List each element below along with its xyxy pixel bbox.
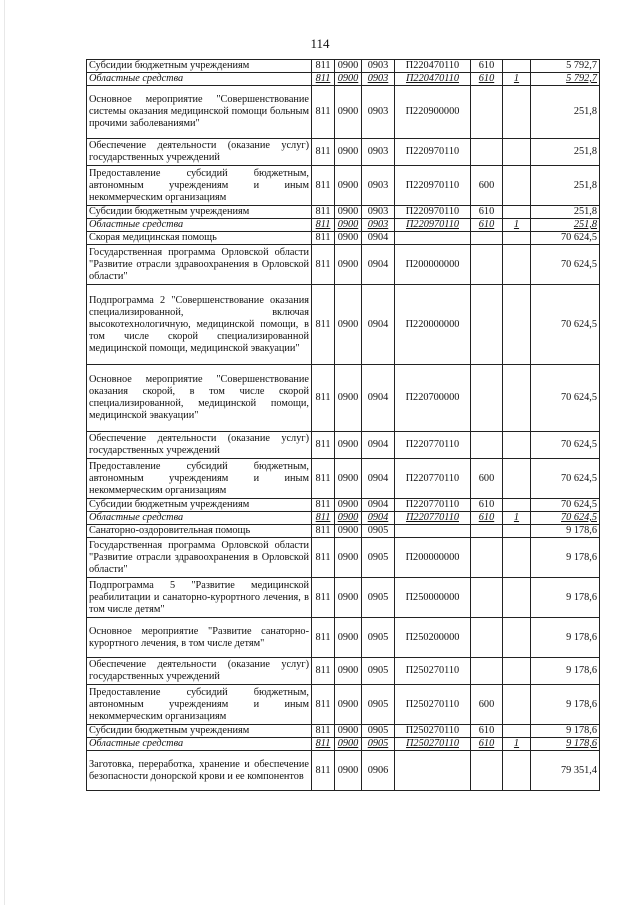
- section-code-cell: 0900: [335, 139, 362, 166]
- subsection-code-cell: 0904: [362, 232, 395, 245]
- amount-cell: 9 178,6: [531, 658, 600, 685]
- section-code-cell: 0900: [335, 512, 362, 525]
- expense-type-cell: [471, 432, 503, 459]
- grbs-code-cell: 811: [312, 285, 335, 365]
- expense-type-cell: [471, 618, 503, 658]
- target-article-cell: П220470110: [395, 60, 471, 73]
- grbs-code-cell: 811: [312, 499, 335, 512]
- grbs-code-cell: 811: [312, 232, 335, 245]
- expense-type-cell: 610: [471, 512, 503, 525]
- expense-type-cell: [471, 751, 503, 791]
- section-code-cell: 0900: [335, 618, 362, 658]
- source-code-cell: [503, 725, 531, 738]
- amount-cell: 5 792,7: [531, 60, 600, 73]
- amount-cell: 9 178,6: [531, 525, 600, 538]
- amount-cell: 70 624,5: [531, 499, 600, 512]
- source-code-cell: [503, 658, 531, 685]
- target-article-cell: [395, 232, 471, 245]
- row-name-cell: Скорая медицинская помощь: [87, 232, 312, 245]
- target-article-cell: П250270110: [395, 658, 471, 685]
- amount-cell: 9 178,6: [531, 618, 600, 658]
- subsection-code-cell: 0905: [362, 538, 395, 578]
- section-code-cell: 0900: [335, 538, 362, 578]
- expense-type-cell: [471, 365, 503, 432]
- section-code-cell: 0900: [335, 365, 362, 432]
- amount-cell: 70 624,5: [531, 365, 600, 432]
- target-article-cell: П220900000: [395, 86, 471, 139]
- expense-type-cell: 600: [471, 166, 503, 206]
- grbs-code-cell: 811: [312, 432, 335, 459]
- section-code-cell: 0900: [335, 751, 362, 791]
- table-row: [87, 538, 600, 578]
- row-name-cell: Предоставление субсидий бюджетным, автономным учреждениям и иным некоммерческим организациям: [87, 459, 312, 499]
- section-code-cell: 0900: [335, 73, 362, 86]
- table-row: [87, 166, 600, 206]
- target-article-cell: П220470110: [395, 73, 471, 86]
- subsection-code-cell: 0905: [362, 658, 395, 685]
- subsection-code-cell: 0904: [362, 365, 395, 432]
- row-name-cell: Обеспечение деятельности (оказание услуг) государственных учреждений: [87, 139, 312, 166]
- table-row: [87, 232, 600, 245]
- source-code-cell: [503, 365, 531, 432]
- subsection-code-cell: 0903: [362, 166, 395, 206]
- grbs-code-cell: 811: [312, 685, 335, 725]
- table-row: [87, 139, 600, 166]
- grbs-code-cell: 811: [312, 166, 335, 206]
- subsection-code-cell: 0905: [362, 618, 395, 658]
- table-row: [87, 245, 600, 285]
- source-code-cell: 1: [503, 219, 531, 232]
- table-row: [87, 738, 600, 751]
- source-code-cell: 1: [503, 73, 531, 86]
- row-name-cell: Заготовка, переработка, хранение и обеспечение безопасности донорской крови и ее компонентов: [87, 751, 312, 791]
- expense-type-cell: 610: [471, 725, 503, 738]
- source-code-cell: [503, 538, 531, 578]
- amount-cell: 9 178,6: [531, 578, 600, 618]
- row-name-cell: Субсидии бюджетным учреждениям: [87, 206, 312, 219]
- target-article-cell: П250200000: [395, 618, 471, 658]
- table-row: [87, 685, 600, 725]
- row-name-cell: Областные средства: [87, 219, 312, 232]
- subsection-code-cell: 0903: [362, 206, 395, 219]
- table-row: [87, 578, 600, 618]
- scan-edge-line: [4, 0, 5, 905]
- amount-cell: 9 178,6: [531, 538, 600, 578]
- target-article-cell: П200000000: [395, 538, 471, 578]
- budget-table-body: [87, 60, 600, 791]
- table-row: [87, 60, 600, 73]
- target-article-cell: П220970110: [395, 166, 471, 206]
- table-row: [87, 525, 600, 538]
- section-code-cell: 0900: [335, 658, 362, 685]
- target-article-cell: П220970110: [395, 139, 471, 166]
- table-row: [87, 512, 600, 525]
- target-article-cell: [395, 751, 471, 791]
- subsection-code-cell: 0904: [362, 432, 395, 459]
- subsection-code-cell: 0904: [362, 285, 395, 365]
- source-code-cell: [503, 525, 531, 538]
- section-code-cell: 0900: [335, 738, 362, 751]
- grbs-code-cell: 811: [312, 618, 335, 658]
- row-name-cell: Областные средства: [87, 512, 312, 525]
- amount-cell: 251,8: [531, 219, 600, 232]
- subsection-code-cell: 0904: [362, 499, 395, 512]
- grbs-code-cell: 811: [312, 738, 335, 751]
- table-row: [87, 618, 600, 658]
- amount-cell: 251,8: [531, 206, 600, 219]
- expense-type-cell: 610: [471, 73, 503, 86]
- subsection-code-cell: 0903: [362, 73, 395, 86]
- subsection-code-cell: 0903: [362, 219, 395, 232]
- target-article-cell: П220970110: [395, 219, 471, 232]
- row-name-cell: Государственная программа Орловской области "Развитие отрасли здравоохранения в Орловской области": [87, 538, 312, 578]
- row-name-cell: Подпрограмма 2 "Совершенствование оказания специализированной, включая высокотехнологичную, медицинской помощи, в том числе скорой специализированной медицинской помощи, медицинской эвакуации": [87, 285, 312, 365]
- grbs-code-cell: 811: [312, 725, 335, 738]
- section-code-cell: 0900: [335, 219, 362, 232]
- source-code-cell: [503, 285, 531, 365]
- expense-type-cell: [471, 525, 503, 538]
- source-code-cell: 1: [503, 512, 531, 525]
- source-code-cell: [503, 245, 531, 285]
- grbs-code-cell: 811: [312, 86, 335, 139]
- target-article-cell: П220700000: [395, 365, 471, 432]
- amount-cell: 5 792,7: [531, 73, 600, 86]
- source-code-cell: [503, 232, 531, 245]
- table-row: [87, 206, 600, 219]
- grbs-code-cell: 811: [312, 578, 335, 618]
- section-code-cell: 0900: [335, 432, 362, 459]
- subsection-code-cell: 0904: [362, 512, 395, 525]
- source-code-cell: [503, 685, 531, 725]
- grbs-code-cell: 811: [312, 206, 335, 219]
- row-name-cell: Государственная программа Орловской области "Развитие отрасли здравоохранения в Орловской области": [87, 245, 312, 285]
- source-code-cell: [503, 60, 531, 73]
- section-code-cell: 0900: [335, 725, 362, 738]
- target-article-cell: П220770110: [395, 512, 471, 525]
- grbs-code-cell: 811: [312, 525, 335, 538]
- row-name-cell: Предоставление субсидий бюджетным, автономным учреждениям и иным некоммерческим организациям: [87, 685, 312, 725]
- grbs-code-cell: 811: [312, 512, 335, 525]
- subsection-code-cell: 0905: [362, 738, 395, 751]
- section-code-cell: 0900: [335, 206, 362, 219]
- section-code-cell: 0900: [335, 499, 362, 512]
- target-article-cell: П220770110: [395, 459, 471, 499]
- section-code-cell: 0900: [335, 166, 362, 206]
- amount-cell: 251,8: [531, 86, 600, 139]
- expense-type-cell: 610: [471, 60, 503, 73]
- expense-type-cell: [471, 578, 503, 618]
- target-article-cell: П250270110: [395, 738, 471, 751]
- grbs-code-cell: 811: [312, 139, 335, 166]
- grbs-code-cell: 811: [312, 60, 335, 73]
- expense-type-cell: [471, 139, 503, 166]
- amount-cell: 70 624,5: [531, 285, 600, 365]
- table-row: [87, 285, 600, 365]
- target-article-cell: П220000000: [395, 285, 471, 365]
- grbs-code-cell: 811: [312, 219, 335, 232]
- row-name-cell: Основное мероприятие "Развитие санаторно-курортного лечения, в том числе детям": [87, 618, 312, 658]
- page-number: 114: [310, 36, 330, 51]
- subsection-code-cell: 0906: [362, 751, 395, 791]
- subsection-code-cell: 0903: [362, 60, 395, 73]
- target-article-cell: П220770110: [395, 499, 471, 512]
- amount-cell: 70 624,5: [531, 245, 600, 285]
- amount-cell: 251,8: [531, 166, 600, 206]
- source-code-cell: [503, 206, 531, 219]
- target-article-cell: П250000000: [395, 578, 471, 618]
- amount-cell: 79 351,4: [531, 751, 600, 791]
- target-article-cell: П250270110: [395, 725, 471, 738]
- table-row: [87, 751, 600, 791]
- grbs-code-cell: 811: [312, 73, 335, 86]
- amount-cell: 9 178,6: [531, 738, 600, 751]
- amount-cell: 70 624,5: [531, 459, 600, 499]
- source-code-cell: [503, 139, 531, 166]
- source-code-cell: [503, 578, 531, 618]
- expense-type-cell: [471, 285, 503, 365]
- amount-cell: 70 624,5: [531, 432, 600, 459]
- section-code-cell: 0900: [335, 525, 362, 538]
- subsection-code-cell: 0905: [362, 685, 395, 725]
- source-code-cell: [503, 499, 531, 512]
- target-article-cell: П200000000: [395, 245, 471, 285]
- section-code-cell: 0900: [335, 60, 362, 73]
- table-row: [87, 725, 600, 738]
- target-article-cell: П250270110: [395, 685, 471, 725]
- source-code-cell: 1: [503, 738, 531, 751]
- expense-type-cell: 610: [471, 738, 503, 751]
- row-name-cell: Субсидии бюджетным учреждениям: [87, 60, 312, 73]
- subsection-code-cell: 0905: [362, 578, 395, 618]
- subsection-code-cell: 0903: [362, 139, 395, 166]
- amount-cell: 9 178,6: [531, 725, 600, 738]
- table-row: [87, 219, 600, 232]
- expense-type-cell: [471, 245, 503, 285]
- table-row: [87, 459, 600, 499]
- subsection-code-cell: 0904: [362, 459, 395, 499]
- table-row: [87, 86, 600, 139]
- target-article-cell: П220970110: [395, 206, 471, 219]
- amount-cell: 70 624,5: [531, 512, 600, 525]
- grbs-code-cell: 811: [312, 658, 335, 685]
- section-code-cell: 0900: [335, 86, 362, 139]
- source-code-cell: [503, 618, 531, 658]
- row-name-cell: Обеспечение деятельности (оказание услуг) государственных учреждений: [87, 432, 312, 459]
- table-row: [87, 73, 600, 86]
- table-row: [87, 365, 600, 432]
- expense-type-cell: [471, 86, 503, 139]
- table-row: [87, 658, 600, 685]
- grbs-code-cell: 811: [312, 459, 335, 499]
- source-code-cell: [503, 459, 531, 499]
- grbs-code-cell: 811: [312, 751, 335, 791]
- section-code-cell: 0900: [335, 285, 362, 365]
- subsection-code-cell: 0905: [362, 725, 395, 738]
- section-code-cell: 0900: [335, 459, 362, 499]
- row-name-cell: Санаторно-оздоровительная помощь: [87, 525, 312, 538]
- amount-cell: 9 178,6: [531, 685, 600, 725]
- expense-type-cell: [471, 538, 503, 578]
- grbs-code-cell: 811: [312, 365, 335, 432]
- section-code-cell: 0900: [335, 578, 362, 618]
- expense-type-cell: 600: [471, 685, 503, 725]
- expense-type-cell: 610: [471, 499, 503, 512]
- table-row: [87, 432, 600, 459]
- row-name-cell: Обеспечение деятельности (оказание услуг) государственных учреждений: [87, 658, 312, 685]
- subsection-code-cell: 0903: [362, 86, 395, 139]
- expense-type-cell: 610: [471, 206, 503, 219]
- row-name-cell: Предоставление субсидий бюджетным, автономным учреждениям и иным некоммерческим организациям: [87, 166, 312, 206]
- section-code-cell: 0900: [335, 245, 362, 285]
- expense-type-cell: 610: [471, 219, 503, 232]
- target-article-cell: П220770110: [395, 432, 471, 459]
- row-name-cell: Основное мероприятие "Совершенствование системы оказания медицинской помощи больным прочими заболеваниями": [87, 86, 312, 139]
- source-code-cell: [503, 751, 531, 791]
- row-name-cell: Основное мероприятие "Совершенствование оказания скорой, в том числе скорой специализированной, медицинской помощи, медицинской эвакуации": [87, 365, 312, 432]
- table-row: [87, 499, 600, 512]
- source-code-cell: [503, 86, 531, 139]
- source-code-cell: [503, 166, 531, 206]
- amount-cell: 251,8: [531, 139, 600, 166]
- row-name-cell: Субсидии бюджетным учреждениям: [87, 499, 312, 512]
- expense-type-cell: [471, 232, 503, 245]
- budget-table: [86, 59, 600, 791]
- grbs-code-cell: 811: [312, 245, 335, 285]
- row-name-cell: Областные средства: [87, 73, 312, 86]
- target-article-cell: [395, 525, 471, 538]
- section-code-cell: 0900: [335, 232, 362, 245]
- section-code-cell: 0900: [335, 685, 362, 725]
- source-code-cell: [503, 432, 531, 459]
- subsection-code-cell: 0904: [362, 245, 395, 285]
- row-name-cell: Подпрограмма 5 "Развитие медицинской реабилитации и санаторно-курортного лечения, в том числе детям": [87, 578, 312, 618]
- expense-type-cell: [471, 658, 503, 685]
- row-name-cell: Субсидии бюджетным учреждениям: [87, 725, 312, 738]
- row-name-cell: Областные средства: [87, 738, 312, 751]
- amount-cell: 70 624,5: [531, 232, 600, 245]
- subsection-code-cell: 0905: [362, 525, 395, 538]
- expense-type-cell: 600: [471, 459, 503, 499]
- grbs-code-cell: 811: [312, 538, 335, 578]
